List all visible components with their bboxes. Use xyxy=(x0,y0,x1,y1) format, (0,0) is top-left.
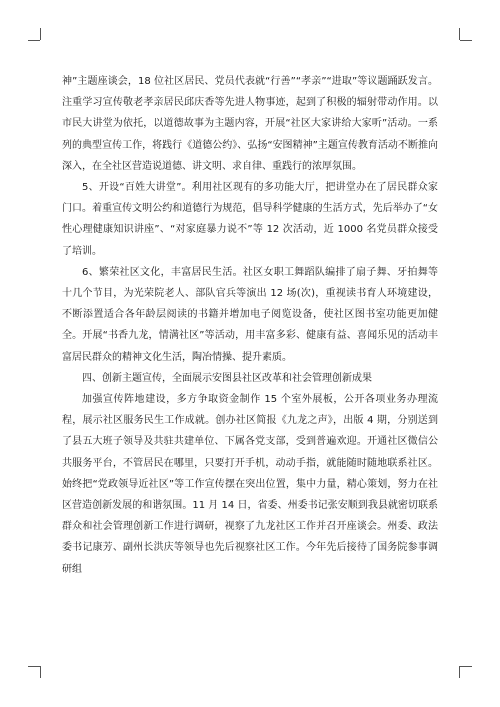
crop-mark-top-right-v xyxy=(459,28,460,40)
paragraph-5-lecture-hall: 5、开设“百姓大讲堂”。利用社区现有的多功能大厅，把讲堂办在了居民群众家门口。着重宣传文明公约和道德行为规范，倡导科学健康的生活方式，先后举办了“女性心理健康知识讲座”、“对家庭暴力说不”等 12 次活动，近 1000 名党员群众接受了培训。 xyxy=(62,182,438,257)
crop-mark-top-left-h xyxy=(28,40,40,41)
crop-mark-bottom-right-v xyxy=(459,666,460,678)
section-heading-4: 四、创新主题宣传，全面展示安图县社区改革和社会管理创新成果 xyxy=(82,372,372,384)
paragraph-publicity: 加强宣传阵地建设，多方争取资金制作 15 个室外展板，公开各项业务办理流程，展示社区服务民生工作成就。创办社区简报《九龙之声》，出版 4 期，分别送到了县五大班子领导及共驻共建单位、下属各党支部，受到普遍欢迎。开通社区微信公共服务平台，不管居民在哪里，只要打开手机，动动手指，就能随时随地联系社区。始终把“党政领导近社区”等工作宣传摆在突出位置，集中力量，精心策划，努力在社区营造创新发展的和谐氛围。11 月 14 日，省委、州委书记张安顺到我县就密切联系群众和社会管理创新工作进行调研，视察了九龙社区工作并召开座谈会。州委、政法委书记康芳、副州长洪庆等领导也先后视察社区工作。今年先后接待了国务院参事调研组 xyxy=(62,394,438,575)
crop-mark-top-left-v xyxy=(40,28,41,40)
paragraph-6-community-culture: 6、繁荣社区文化，丰富居民生活。社区女职工舞蹈队编排了扇子舞、牙拍舞等十几个节目，为光荣院老人、部队官兵等演出 12 场(次)，重视读书育人环境建设，不断添置适合各年龄层阅读的书籍并增加电子阅览设备，使社区图书室功能更加健全。开展“书香九龙，情满社区”等活动，用丰富多彩、健康有益、喜闻乐见的活动丰富居民群众的精神文化生活，陶冶情操、提升素质。 xyxy=(62,266,438,363)
crop-mark-bottom-left-v xyxy=(40,666,41,678)
crop-mark-bottom-right-h xyxy=(460,666,472,667)
paragraph-continuation: 神”主题座谈会，18 位社区居民、党员代表就“行善”“孝亲”“进取”等议题踊跃发言。注重学习宣传敬老孝亲居民邱庆香等先进人物事迹，起到了积极的辐射带动作用。以市民大讲堂为依托，以道德故事为主题内容，开展“社区大家讲给大家听”活动。一系列的典型宣传工作，将践行《道德公约》、弘扬“安图精神”主题宣传教育活动不断推向深入，在全社区营造说道德、讲文明、求自律、重践行的浓厚氛围。 xyxy=(62,76,438,172)
crop-mark-top-right-h xyxy=(460,40,472,41)
document-body xyxy=(62,71,438,580)
crop-mark-bottom-left-h xyxy=(28,666,40,667)
